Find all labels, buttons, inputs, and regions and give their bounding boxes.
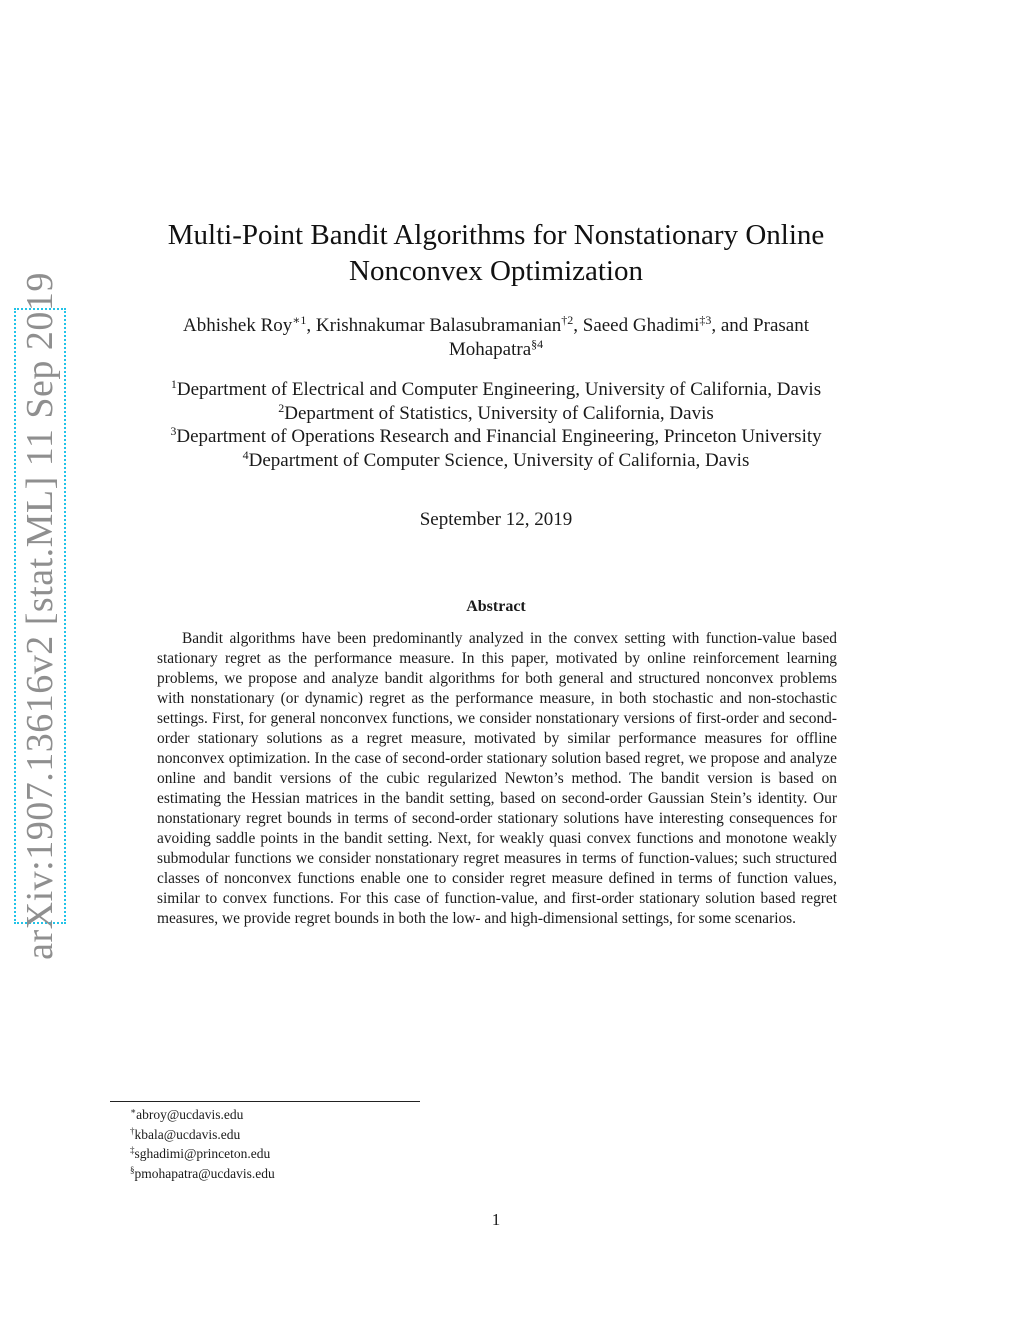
abstract-heading: Abstract: [466, 598, 526, 615]
abstract-body: Bandit algorithms have been predominantly analyzed in the convex setting with function-value based stationary regret as the performance measure. In this paper, motivated by online reinforcement learning problems, we propose and analyze bandit algorithms for both general and structured nonconvex problems with nonstationary (or dynamic) regret as the performance measure, in both stochastic and non-stochastic settings. First, for general nonconvex functions, we consider nonstationary versions of first-order and second-order stationary solutions as a regret measure, motivated by similar performance measures for offline nonconvex optimization. In the case of second-order stationary solution based regret, we propose and analyze online and bandit versions of the cubic regularized Newton’s method. The bandit version is based on estimating the Hessian matrices in the bandit setting, based on second-order Gaussian Stein’s identity. Our nonstationary regret bounds in terms of second-order stationary solutions have interesting consequences for avoiding saddle points in the bandit setting. Next, for weakly quasi convex functions and monotone weakly submodular functions we consider nonstationary regret measures in terms of function-values; such structured classes of nonconvex functions enable one to consider regret measure defined in terms of function values, similar to convex functions. For this case of function-value, and first-order stationary solution based regret measures, we provide regret bounds in both the low- and high-dimensional settings, for some scenarios.: [157, 630, 837, 927]
author-email: kbala@ucdavis.edu: [134, 1126, 241, 1142]
footnotes: [130, 1105, 275, 1183]
author-name: Krishnakumar Balasubramanian: [315, 315, 562, 336]
author-email: abroy@ucdavis.edu: [136, 1107, 244, 1122]
footnote: ∗abroy@ucdavis.edu: [130, 1106, 244, 1122]
title-line-1: Multi-Point Bandit Algorithms for Nonstationary Online: [167, 219, 825, 251]
paper-title: [120, 217, 872, 289]
author-line-1: Abhishek Roy$^{∗1}$, Krishnakumar Balasubramanian$^{\dagger 2}$, Saeed Ghadimi$^{\ddagger 3}$, and Prasant: [183, 313, 809, 336]
affiliation: $^3$Department of Operations Research and Financial Engineering, Princeton University: [170, 424, 822, 447]
affiliation: $^1$Department of Electrical and Computer Engineering, University of California, Davis: [170, 377, 822, 400]
author-name: Saeed Ghadimi: [582, 315, 700, 336]
author-name: Abhishek Roy: [183, 315, 293, 336]
affiliation: $^4$Department of Computer Science, University of California, Davis: [242, 447, 750, 471]
page-number: 1: [491, 1210, 501, 1229]
author-first-name: Prasant: [753, 315, 809, 336]
footnote-divider: [110, 1101, 420, 1102]
author-mark: †2: [561, 313, 574, 327]
author-email: sghadimi@princeton.edu: [134, 1146, 271, 1161]
author-mark: §4: [531, 337, 544, 351]
author-email: pmohapatra@ucdavis.edu: [134, 1165, 275, 1181]
author-mark: ‡3: [699, 313, 712, 327]
title-line-2: Nonconvex Optimization: [349, 255, 643, 287]
affiliation: $^2$Department of Statistics, University of California, Davis: [278, 400, 714, 424]
footnote: ‡sghadimi@princeton.edu: [130, 1145, 271, 1161]
author-last-name: Mohapatra: [448, 339, 532, 360]
author-list: [120, 314, 872, 362]
footnote: §pmohapatra@ucdavis.edu: [130, 1164, 275, 1181]
author-mark: ∗1: [292, 313, 307, 327]
publication-date: September 12, 2019: [419, 509, 573, 530]
affiliation-list: [100, 378, 892, 472]
footnote: †kbala@ucdavis.edu: [130, 1125, 241, 1142]
author-line-2: [120, 338, 872, 362]
arxiv-identifier: arXiv:1907.13616v2 [stat.ML] 11 Sep 2019: [19, 272, 61, 960]
